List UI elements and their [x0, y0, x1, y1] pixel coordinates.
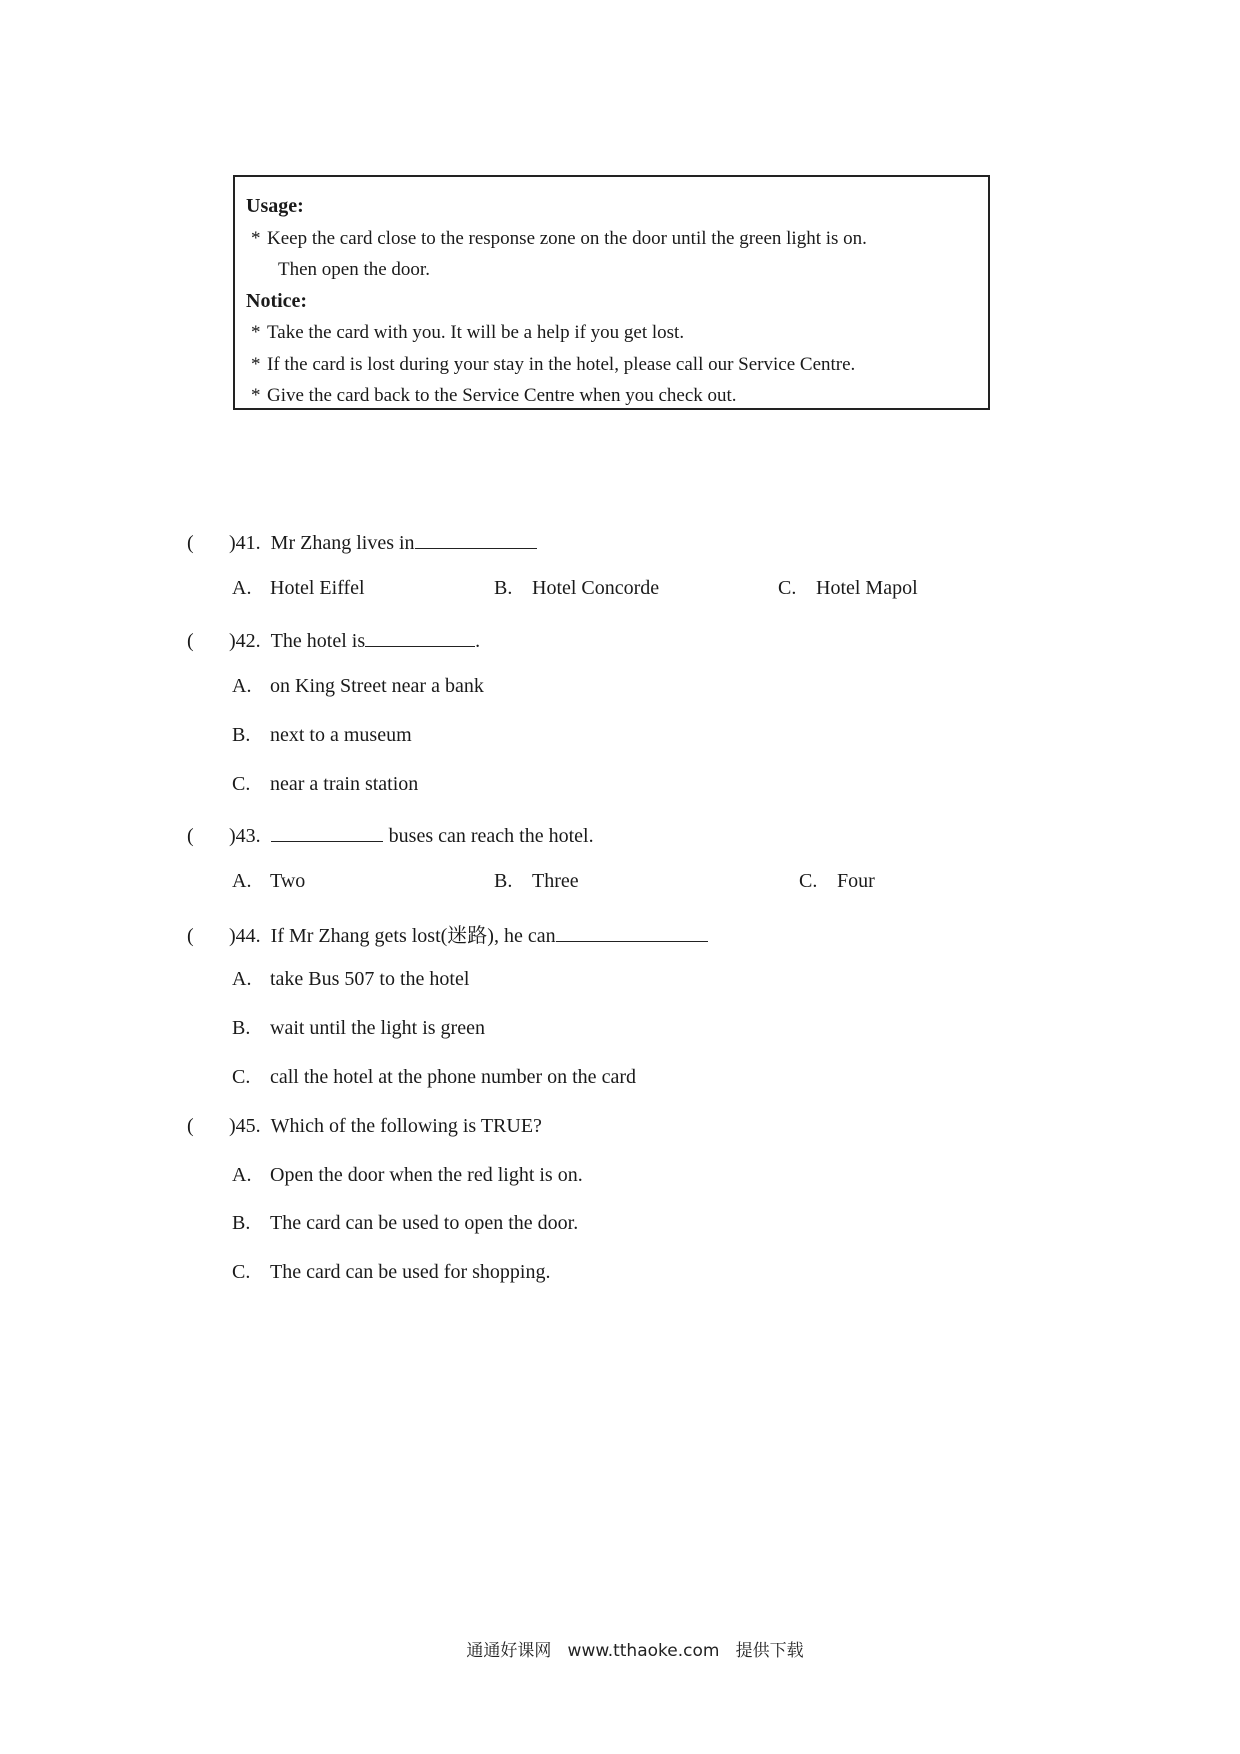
option-text: next to a museum	[270, 724, 412, 746]
option-letter: A.	[232, 968, 252, 990]
question-42	[187, 626, 480, 653]
notice-item	[246, 349, 976, 381]
answer-bracket[interactable]: (	[187, 1115, 194, 1137]
answer-blank[interactable]	[556, 921, 708, 942]
option-text: take Bus 507 to the hotel	[270, 968, 470, 990]
notice-item-text: If the card is lost during your stay in the hotel, please call our Service Centre.	[267, 353, 856, 375]
option-text: Open the door when the red light is on.	[270, 1164, 583, 1186]
answer-blank[interactable]	[271, 821, 383, 842]
option-letter: C.	[232, 1261, 251, 1283]
option-45-b[interactable]	[232, 1212, 578, 1235]
question-stem: buses can reach the hotel.	[388, 825, 594, 847]
option-text: near a train station	[270, 773, 419, 795]
usage-item-continued: Then open the door.	[278, 259, 430, 280]
bullet-star: *	[251, 385, 261, 406]
option-42-c[interactable]	[232, 773, 418, 796]
option-43-b[interactable]	[494, 870, 579, 893]
option-text: Hotel Mapol	[816, 577, 918, 599]
question-stem: Which of the following is TRUE?	[270, 1115, 542, 1137]
usage-item-text: Keep the card close to the response zone on the door until the green light is on.	[267, 227, 867, 249]
option-text: The card can be used to open the door.	[270, 1212, 579, 1234]
question-number: )42.	[229, 630, 261, 652]
notice-item	[246, 317, 976, 349]
option-letter: C.	[232, 1066, 251, 1088]
option-42-b[interactable]	[232, 724, 412, 747]
answer-blank[interactable]	[365, 626, 475, 647]
option-43-c[interactable]	[799, 870, 875, 893]
option-letter: A.	[232, 1164, 252, 1186]
question-44	[187, 919, 708, 948]
option-43-a[interactable]	[232, 870, 305, 893]
option-45-c[interactable]	[232, 1261, 550, 1284]
option-41-a[interactable]	[232, 577, 365, 600]
answer-bracket[interactable]: (	[187, 925, 194, 947]
option-letter: C.	[799, 870, 818, 892]
option-text: Four	[837, 870, 875, 892]
option-letter: B.	[494, 870, 513, 892]
question-number: )45.	[229, 1115, 261, 1137]
bullet-star: *	[251, 227, 261, 249]
question-stem-end: .	[475, 630, 481, 652]
option-text: The card can be used for shopping.	[270, 1261, 551, 1283]
option-44-b[interactable]	[232, 1017, 485, 1040]
option-text: Three	[532, 870, 579, 892]
option-41-c[interactable]	[778, 577, 918, 600]
notice-heading: Notice:	[246, 289, 308, 312]
option-42-a[interactable]	[232, 675, 484, 698]
option-text: wait until the light is green	[270, 1017, 485, 1039]
option-45-a[interactable]	[232, 1164, 583, 1187]
option-letter: B.	[494, 577, 513, 599]
answer-blank[interactable]	[415, 528, 537, 549]
option-letter: B.	[232, 724, 251, 746]
footer-url-link[interactable]: www.tthaoke.com	[567, 1641, 720, 1661]
option-letter: B.	[232, 1017, 251, 1039]
notice-item-text: Give the card back to the Service Centre when you check out.	[267, 385, 737, 406]
bullet-star: *	[251, 322, 261, 343]
option-text: Hotel Eiffel	[270, 577, 365, 599]
question-45	[187, 1115, 542, 1138]
question-number: )43.	[229, 825, 261, 847]
answer-bracket[interactable]: (	[187, 532, 194, 554]
footer-suffix: 提供下载	[735, 1641, 804, 1661]
usage-heading: Usage:	[246, 195, 304, 217]
hotel-card-instructions	[233, 175, 990, 410]
page-footer	[0, 1636, 1240, 1661]
option-letter: A.	[232, 577, 252, 599]
question-43	[187, 821, 594, 848]
notice-item	[246, 380, 976, 412]
option-41-b[interactable]	[494, 577, 659, 600]
question-stem: The hotel is	[270, 630, 366, 652]
answer-bracket[interactable]: (	[187, 825, 194, 847]
option-44-a[interactable]	[232, 968, 469, 991]
option-letter: C.	[778, 577, 797, 599]
question-stem: If Mr Zhang gets lost(迷路), he can	[270, 925, 556, 947]
option-letter: C.	[232, 773, 251, 795]
option-text: Hotel Concorde	[532, 577, 660, 599]
answer-bracket[interactable]: (	[187, 630, 194, 652]
option-44-c[interactable]	[232, 1066, 636, 1089]
question-number: )44.	[229, 925, 261, 947]
option-letter: A.	[232, 675, 252, 697]
footer-site-name: 通通好课网	[466, 1641, 552, 1661]
bullet-star: *	[251, 353, 261, 375]
option-text: Two	[270, 870, 306, 892]
option-letter: A.	[232, 870, 252, 892]
option-text: call the hotel at the phone number on the card	[270, 1066, 636, 1088]
question-number: )41.	[229, 532, 261, 554]
usage-item	[246, 223, 976, 255]
question-41	[187, 528, 537, 555]
question-stem: Mr Zhang lives in	[270, 532, 415, 554]
notice-item-text: Take the card with you. It will be a help if you get lost.	[267, 322, 685, 343]
option-letter: B.	[232, 1212, 251, 1234]
option-text: on King Street near a bank	[270, 675, 484, 697]
